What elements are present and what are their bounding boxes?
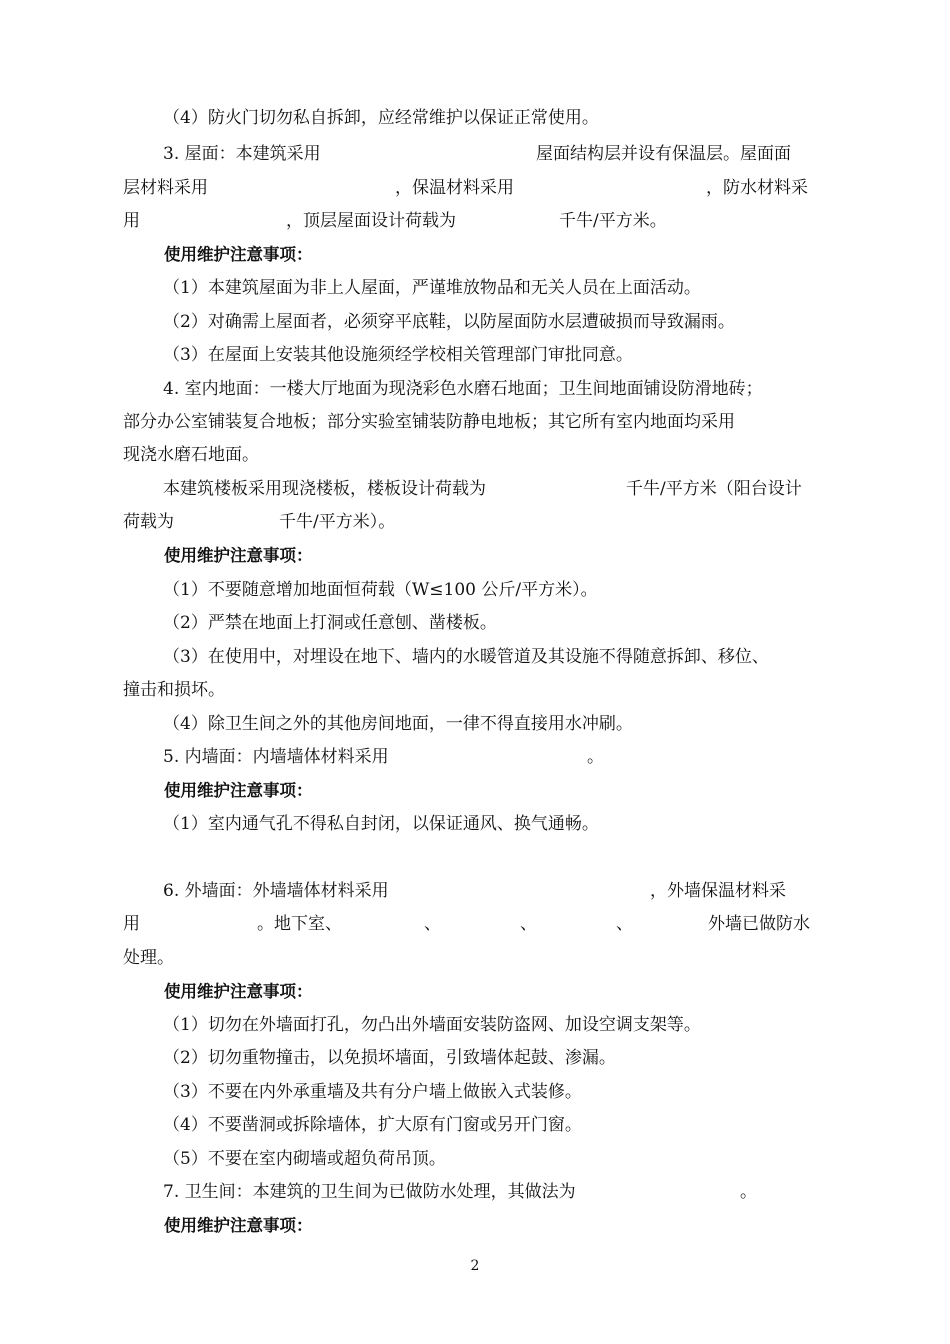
text-line: 、 [424,914,441,934]
text-line: 用 [123,914,140,934]
text-line: 千牛/平方米）。 [279,512,396,532]
section-heading: 4. 室内地面：一楼大厅地面为现浇彩色水磨石地面；卫生间地面铺设防滑地砖； [163,379,763,399]
text-line: （2）切勿重物撞击，以免损坏墙面，引致墙体起鼓、渗漏。 [163,1048,616,1068]
text-line: ，外墙保温材料采 [650,881,786,901]
text-line: 、 [520,914,537,934]
section-heading: 7. 卫生间：本建筑的卫生间为已做防水处理，其做法为 [163,1182,576,1202]
subheading: 使用维护注意事项： [164,781,313,800]
subheading: 使用维护注意事项： [164,1216,313,1235]
text-line: （3）在屋面上安装其他设施须经学校相关管理部门审批同意。 [163,345,633,365]
text-line: 外墙已做防水 [708,914,810,934]
text-line: 用 [123,211,140,231]
text-line: 处理。 [123,948,174,968]
text-line: 。 [740,1182,757,1202]
text-line: 屋面结构层并设有保温层。屋面面 [536,144,791,164]
text-line: （1）不要随意增加地面恒荷载（W≤100 公斤/平方米）。 [163,580,598,600]
text-line: （3）不要在内外承重墙及共有分户墙上做嵌入式装修。 [163,1082,582,1102]
text-line: （1）室内通气孔不得私自封闭，以保证通风、换气通畅。 [163,814,599,834]
text-line: （4）防火门切勿私自拆卸，应经常维护以保证正常使用。 [163,108,599,128]
subheading: 使用维护注意事项： [164,546,313,565]
text-line: 。地下室、 [257,914,342,934]
text-line: ，顶层屋面设计荷载为 [286,211,456,231]
text-line: （2）对确需上屋面者，必须穿平底鞋，以防屋面防水层遭破损而导致漏雨。 [163,312,735,332]
text-line: 千牛/平方米。 [559,211,667,231]
subheading: 使用维护注意事项： [164,982,313,1001]
text-line: 千牛/平方米（阳台设计 [626,479,802,499]
section-heading: 6. 外墙面：外墙墙体材料采用 [163,881,389,901]
text-line: （2）严禁在地面上打洞或任意刨、凿楼板。 [163,613,497,633]
text-line: 层材料采用 [123,178,208,198]
text-line: ，防水材料采 [706,178,808,198]
section-heading: 3. 屋面：本建筑采用 [163,144,321,164]
text-line: 荷载为 [123,512,174,532]
text-line: （1）切勿在外墙面打孔，勿凸出外墙面安装防盗网、加设空调支架等。 [163,1015,701,1035]
text-line: 撞击和损坏。 [123,680,225,700]
text-line: 、 [616,914,633,934]
text-line: （5）不要在室内砌墙或超负荷吊顶。 [163,1149,446,1169]
text-line: （3）在使用中，对埋设在地下、墙内的水暖管道及其设施不得随意拆卸、移位、 [163,647,769,667]
text-line: （1）本建筑屋面为非上人屋面，严谨堆放物品和无关人员在上面活动。 [163,278,701,298]
text-line: ，保温材料采用 [395,178,514,198]
text-line: 。 [587,747,604,767]
text-line: 部分办公室铺装复合地板；部分实验室铺装防静电地板；其它所有室内地面均采用 [123,412,735,432]
page-number: 2 [470,1258,480,1274]
text-line: （4）除卫生间之外的其他房间地面，一律不得直接用水冲刷。 [163,714,633,734]
text-line: 本建筑楼板采用现浇楼板，楼板设计荷载为 [163,479,486,499]
text-line: （4）不要凿洞或拆除墙体，扩大原有门窗或另开门窗。 [163,1115,582,1135]
subheading: 使用维护注意事项： [164,245,313,264]
text-line: 现浇水磨石地面。 [123,445,259,465]
section-heading: 5. 内墙面：内墙墙体材料采用 [163,747,389,767]
